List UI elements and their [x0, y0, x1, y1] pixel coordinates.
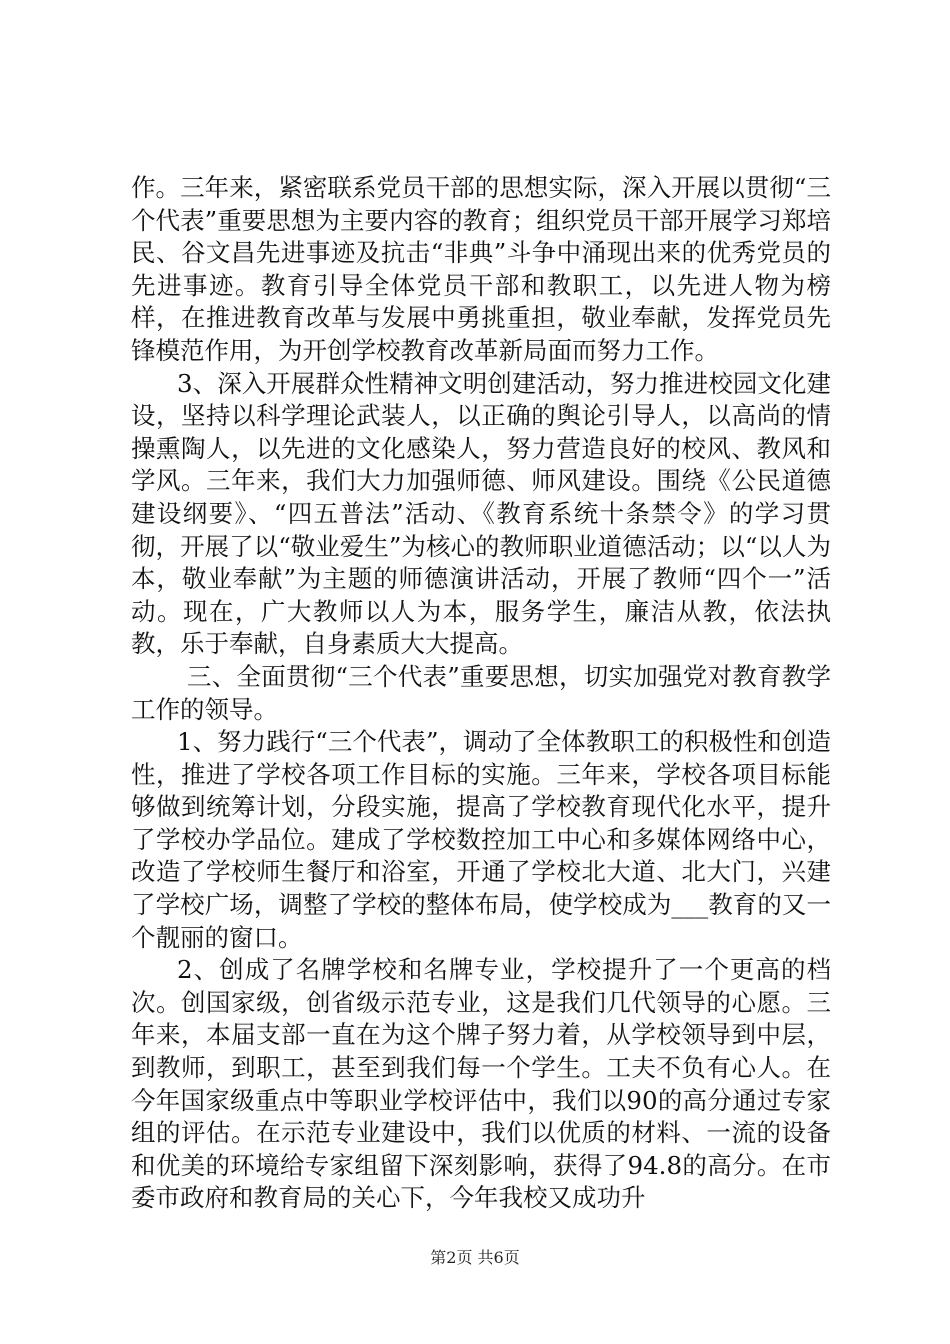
document-body — [131, 172, 831, 1215]
paragraph: 2、创成了名牌学校和名牌专业，学校提升了一个更高的档次。创国家级，创省级示范专业，这是我们几代领导的心愿。三年来，本届支部一直在为这个牌子努力着，从学校领导到中层，到教师，到职工，甚至到我们每一个学生。工夫不负有心人。在今年国家级重点中等职业学校评估中，我们以90的高分通过专家组的评估。在示范专业建设中，我们以优质的材料、一流的设备和优美的环境给专家组留下深刻影响，获得了94.8的高分。在市委市政府和教育局的关心下，今年我校又成功升 — [131, 955, 831, 1213]
section-heading: 三、全面贯彻“三个代表”重要思想，切实加强党对教育教学工作的领导。 — [131, 661, 831, 724]
page-number-footer: 第2页 共6页 — [430, 1248, 520, 1267]
paragraph: 作。三年来，紧密联系党员干部的思想实际，深入开展以贯彻“三个代表”重要思想为主要内容的教育；组织党员干部开展学习郑培民、谷文昌先进事迹及抗击“非典”斗争中涌现出来的优秀党员的先进事迹。教育引导全体党员干部和教职工，以先进人物为榜样，在推进教育改革与发展中勇挑重担，敬业奉献，发挥党员先锋模范作用，为开创学校教育改革新局面而努力工作。 — [131, 173, 831, 365]
paragraph: 1、努力践行“三个代表”，调动了全体教职工的积极性和创造性，推进了学校各项工作目标的实施。三年来，学校各项目标能够做到统筹计划，分段实施，提高了学校教育现代化水平，提升了学校办学品位。建成了学校数控加工中心和多媒体网络中心，改造了学校师生餐厅和浴室，开通了学校北大道、北大门，兴建了学校广场，调整了学校的整体布局，使学校成为___教育的又一个靓丽的窗口。 — [131, 727, 831, 952]
paragraph: 3、深入开展群众性精神文明创建活动，努力推进校园文化建设，坚持以科学理论武装人，以正确的舆论引导人，以高尚的情操熏陶人，以先进的文化感染人，努力营造良好的校风、教风和学风。三年来，我们大力加强师德、师风建设。围绕《公民道德建设纲要》、“四五普法”活动、《教育系统十条禁令》的学习贯彻，开展了以“敬业爱生”为核心的教师职业道德活动；以“以人为本，敬业奉献”为主题的师德演讲活动，开展了教师“四个一”活动。现在，广大教师以人为本，服务学生，廉洁从教，依法执教，乐于奉献，自身素质大大提高。 — [131, 368, 831, 659]
